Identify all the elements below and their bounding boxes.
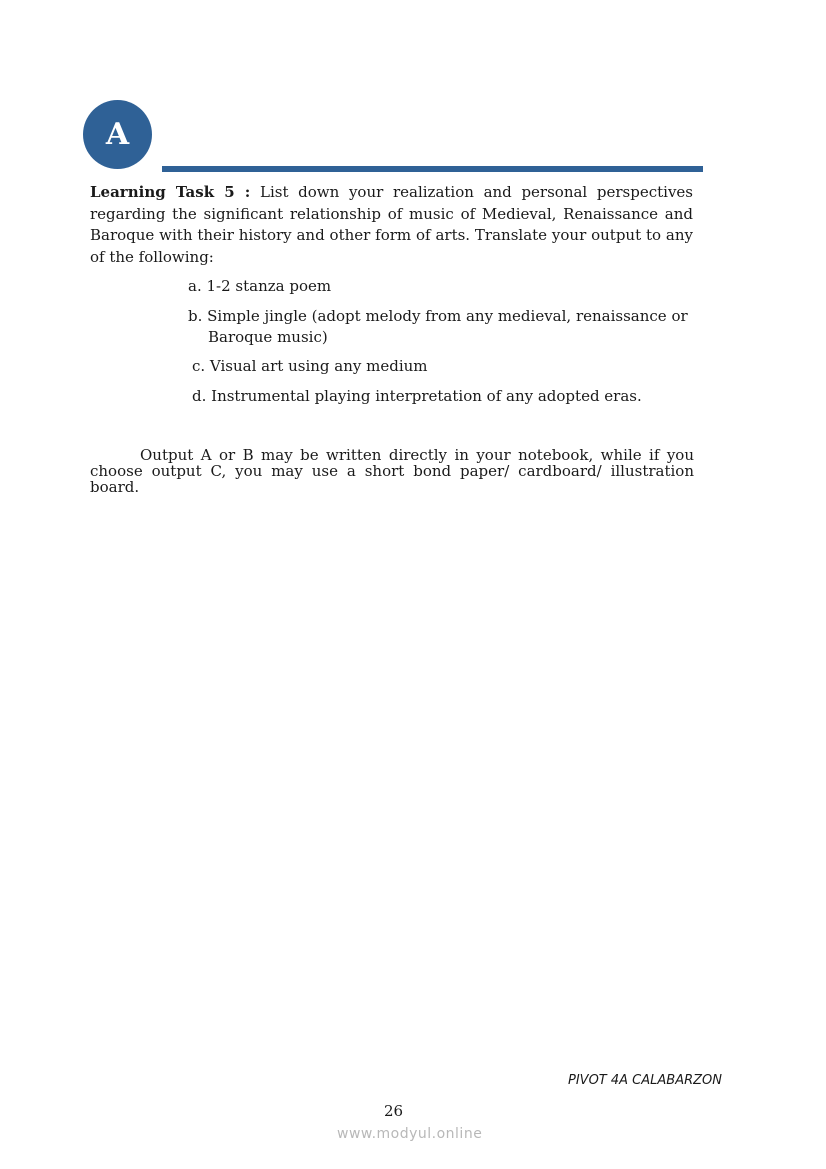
section-letter-badge: A — [83, 100, 152, 169]
option-a: a. 1-2 stanza poem — [188, 277, 332, 295]
learning-task-paragraph — [90, 182, 693, 268]
output-instructions: Output A or B may be written directly in your notebook, while if you choose output C, you may use a short bond paper/ cardboard/ illustration board. — [90, 446, 694, 496]
option-b-continuation: Baroque music) — [208, 328, 328, 346]
footer-label: PIVOT 4A CALABARZON — [568, 1073, 722, 1088]
page-number: 26 — [384, 1102, 404, 1120]
option-b-text: b. Simple jingle (adopt melody from any medieval, renaissance or — [188, 307, 688, 325]
section-divider — [162, 166, 703, 172]
option-b — [188, 306, 688, 348]
watermark: www.modyul.online — [337, 1126, 483, 1142]
option-c: c. Visual art using any medium — [192, 357, 428, 375]
option-d: d. Instrumental playing interpretation of any adopted eras. — [192, 387, 642, 405]
learning-task-text: List down your realization and personal perspectives regarding the significant relationship of music of Medieval, Renaissance and Baroque with their history and other form of arts. Translate your output to any of the following: — [90, 183, 693, 266]
learning-task-label: Learning Task 5 : — [90, 183, 251, 201]
